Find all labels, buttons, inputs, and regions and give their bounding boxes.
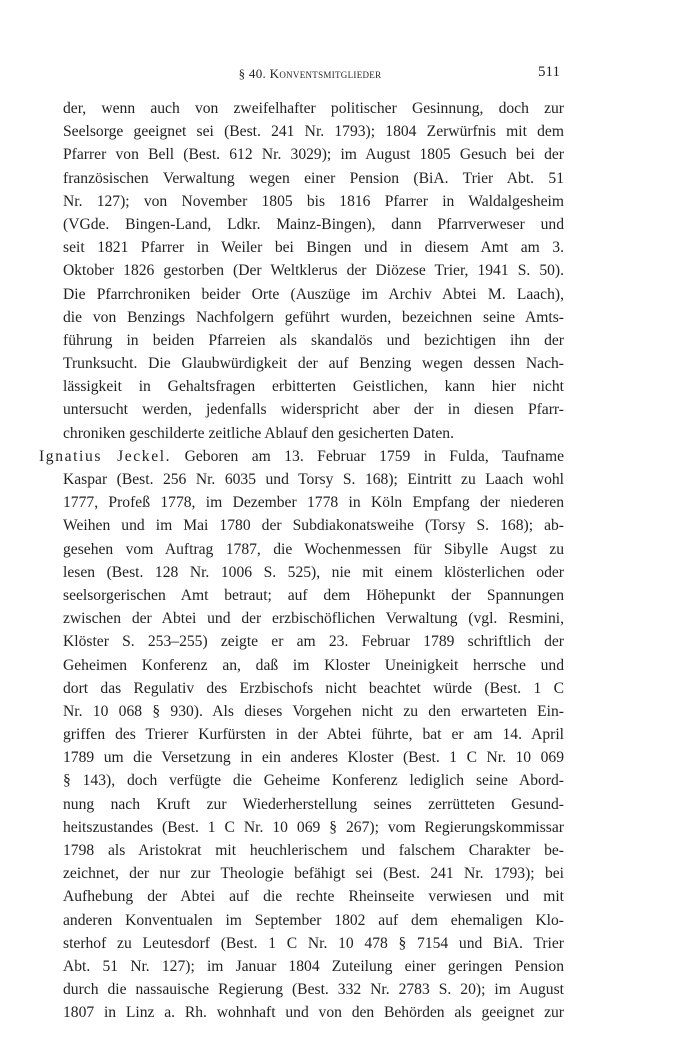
text-line: führung in beiden Pfarreien als skandalös und bezichtigen ihn der bbox=[63, 331, 564, 349]
text-line: lesen (Best. 128 Nr. 1006 S. 525), nie mit einem klösterlichen oder bbox=[63, 563, 564, 581]
text-line: seit 1821 Pfarrer in Weiler bei Bingen und in diesem Amt am 3. bbox=[63, 239, 564, 257]
text-line: griffen des Trierer Kurfürsten in der Abtei führte, bat er am 14. April bbox=[63, 726, 564, 744]
text-line: anderen Konventualen im September 1802 auf dem ehemaligen Klo- bbox=[63, 911, 564, 929]
text-line: zwischen der Abtei und der erzbischöflichen Verwaltung (vgl. Resmini, bbox=[63, 610, 564, 628]
text-line: 1798 als Aristokrat mit heuchlerischem und falschem Charakter be- bbox=[63, 842, 564, 859]
entry-first-line bbox=[39, 445, 564, 468]
text-line: sterhof zu Leutesdorf (Best. 1 C Nr. 10 478 § 7154 und BiA. Trier bbox=[63, 934, 564, 952]
text-line: Abt. 51 Nr. 127); im Januar 1804 Zuteilung einer geringen Pension bbox=[63, 957, 564, 975]
text-line: Geheimen Konferenz an, daß im Kloster Uneinigkeit herrsche und bbox=[63, 656, 564, 674]
running-head: § 40. Konventsmitglieder bbox=[238, 66, 382, 81]
text-line: 1789 um die Versetzung in ein anderes Kloster (Best. 1 C Nr. 10 069 bbox=[63, 749, 564, 767]
text-line: die von Benzings Nachfolgern geführt wurden, bezeichnen seine Amts- bbox=[63, 308, 564, 326]
text-line: der, wenn auch von zweifelhafter politischer Gesinnung, doch zur bbox=[63, 100, 564, 117]
text-line: (VGde. Bingen-Land, Ldkr. Mainz-Bingen), dann Pfarrverweser und bbox=[63, 215, 564, 233]
text-line: heitszustandes (Best. 1 C Nr. 10 069 § 267); vom Regierungskommissar bbox=[63, 818, 564, 836]
text-line: 1777, Profeß 1778, im Dezember 1778 in Köln Empfang der niederen bbox=[63, 494, 564, 512]
body-text bbox=[39, 97, 564, 1025]
text-line: durch die nassauische Regierung (Best. 332 Nr. 2783 S. 20); im August bbox=[63, 981, 564, 999]
text-line: Klöster S. 253–255) zeigte er am 23. Februar 1789 schriftlich der bbox=[63, 633, 564, 651]
text-line: nung nach Kruft zur Wiederherstellung seines zerrütteten Gesund- bbox=[63, 795, 564, 813]
text-line: Pfarrer von Bell (Best. 612 Nr. 3029); im August 1805 Gesuch bei der bbox=[63, 146, 564, 164]
text-line: zeichnet, der nur zur Theologie befähigt sei (Best. 241 Nr. 1793); bei bbox=[63, 865, 564, 883]
text-line: Nr. 10 068 § 930). Als dieses Vorgehen nicht zu den erwarteten Ein- bbox=[63, 702, 564, 720]
text-line: Kaspar (Best. 256 Nr. 6035 und Torsy S. 168); Eintritt zu Laach wohl bbox=[63, 471, 564, 488]
text-line: dort das Regulativ des Erzbischofs nicht beachtet würde (Best. 1 C bbox=[63, 679, 564, 697]
text-line: lässigkeit in Gehaltsfragen erbitterten Geistlichen, kann hier nicht bbox=[63, 378, 564, 396]
text-line: § 143), doch verfügte die Geheime Konferenz lediglich seine Abord- bbox=[63, 772, 564, 790]
text-line: Oktober 1826 gestorben (Der Weltklerus der Diözese Trier, 1941 S. 50). bbox=[63, 262, 564, 280]
text-line: französischen Verwaltung wegen einer Pension (BiA. Trier Abt. 51 bbox=[63, 169, 564, 187]
text-line: gesehen vom Auftrag 1787, die Wochenmessen für Sibylle Augst zu bbox=[63, 540, 564, 558]
text-line: Die Pfarrchroniken beider Orte (Auszüge im Archiv Abtei M. Laach), bbox=[63, 285, 564, 303]
text-line: seelsorgerischen Amt betraut; auf dem Höhepunkt der Spannungen bbox=[63, 586, 564, 604]
entry-first-line-text: Geboren am 13. Februar 1759 in Fulda, Taufname bbox=[171, 447, 564, 465]
text-line: untersucht werden, jedenfalls widerspricht aber der in diesen Pfarr- bbox=[63, 401, 564, 419]
text-line: Aufhebung der Abtei auf die rechte Rheinseite verwiesen und mit bbox=[63, 888, 564, 906]
text-line: Nr. 127); von November 1805 bis 1816 Pfarrer in Waldalgesheim bbox=[63, 192, 564, 210]
text-line: chroniken geschilderte zeitliche Ablauf den gesicherten Daten. bbox=[63, 424, 454, 442]
text-line: Weihen und im Mai 1780 der Subdiakonatsweihe (Torsy S. 168); ab- bbox=[63, 517, 564, 535]
page-header bbox=[60, 64, 560, 84]
text-line: Trunksucht. Die Glaubwürdigkeit der auf Benzing wegen dessen Nach- bbox=[63, 355, 564, 373]
text-line: 1807 in Linz a. Rh. wohnhaft und von den Behörden als geeignet zur bbox=[63, 1004, 564, 1022]
entry-name: Ignatius Jeckel. bbox=[39, 447, 172, 465]
page-number: 511 bbox=[538, 64, 560, 80]
text-line: Seelsorge geeignet sei (Best. 241 Nr. 1793); 1804 Zerwürfnis mit dem bbox=[63, 123, 564, 141]
